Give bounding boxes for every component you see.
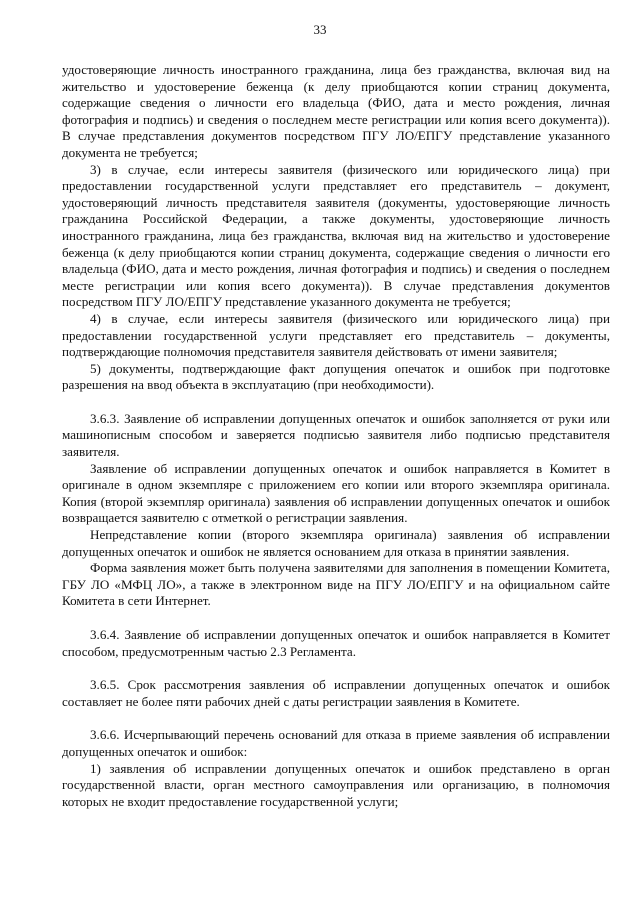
paragraph-3-6-4: 3.6.4. Заявление об исправлении допущенных опечаток и ошибок направляется в Комитет способом, предусмотренным частью 2.3 Регламента. [62,627,610,659]
paragraph-3-6-3: 3.6.3. Заявление об исправлении допущенных опечаток и ошибок заполняется от руки или машинописным способом и заверяется подписью заявителя либо подписью представителя заявителя. [62,410,610,460]
paragraph-item-4: 4) в случае, если интересы заявителя (физического или юридического лица) при предоставлении государственной услуги представляет его представитель – документы, подтверждающие полномочия представителя заявителя действовать от имени заявителя; [62,310,610,360]
paragraph-identity-docs-continued: удостоверяющие личность иностранного гражданина, лица без гражданства, включая вид на жительство и удостоверение беженца (к делу приобщаются копии страниц документа, содержащие сведения о личности его владельца (ФИО, дата и место рождения, личная фотография и подпись) и сведения о последнем месте регистрации или копия всего документа)). В случае представления документов посредством ПГУ ЛО/ЕПГУ представление указанного документа не требуется; [62,62,610,160]
paragraph-item-3: 3) в случае, если интересы заявителя (физического или юридического лица) при предоставлении государственной услуги представляет его представитель – документ, удостоверяющий личность представителя заявителя (документы, удостоверяющие личность гражданина Российской Федерации, а также документы, удостоверяющие личность иностранного гражданина, лица без гражданства, включая вид на жительство и удостоверение беженца (к делу приобщаются копии страниц документа, содержащие сведения о личности его владельца (ФИО, дата и место рождения, личная фотография и подпись) и сведения о последнем месте регистрации или копия всего документа)). В случае представления документов посредством ПГУ ЛО/ЕПГУ представление указанного документа не требуется; [62,161,610,310]
paragraph-non-submission: Непредставление копии (второго экземпляра оригинала) заявления об исправлении допущенных опечаток и ошибок не является основанием для отказа в принятии заявления. [62,527,610,559]
paragraph-3-6-6: 3.6.6. Исчерпывающий перечень оснований для отказа в приеме заявления об исправлении допущенных опечаток и ошибок: [62,727,610,759]
document-body [62,62,610,810]
page-number: 33 [313,22,327,37]
paragraph-submission-original: Заявление об исправлении допущенных опечаток и ошибок направляется в Комитет в оригинале в одном экземпляре с приложением его копии или второго экземпляра оригинала. Копия (второй экземпляр оригинала) заявления об исправлении допущенных опечаток и ошибок возвращается заявителю с отметкой о регистрации заявления. [62,460,610,526]
paragraph-form-availability: Форма заявления может быть получена заявителями для заполнения в помещении Комитета, ГБУ ЛО «МФЦ ЛО», а также в электронном виде на ПГУ ЛО/ЕПГУ и на официальном сайте Комитета в сети Интернет. [62,560,610,609]
paragraph-refusal-item-1: 1) заявления об исправлении допущенных опечаток и ошибок представлено в орган государственной власти, орган местного самоуправления или организацию, в полномочия которых не входит предоставление государственной услуги; [62,760,610,809]
paragraph-item-5: 5) документы, подтверждающие факт допущения опечаток и ошибок при подготовке разрешения на ввод объекта в эксплуатацию (при необходимости). [62,360,610,393]
paragraph-3-6-5: 3.6.5. Срок рассмотрения заявления об исправлении допущенных опечаток и ошибок составляет не более пяти рабочих дней с даты регистрации заявления в Комитете. [62,677,610,709]
